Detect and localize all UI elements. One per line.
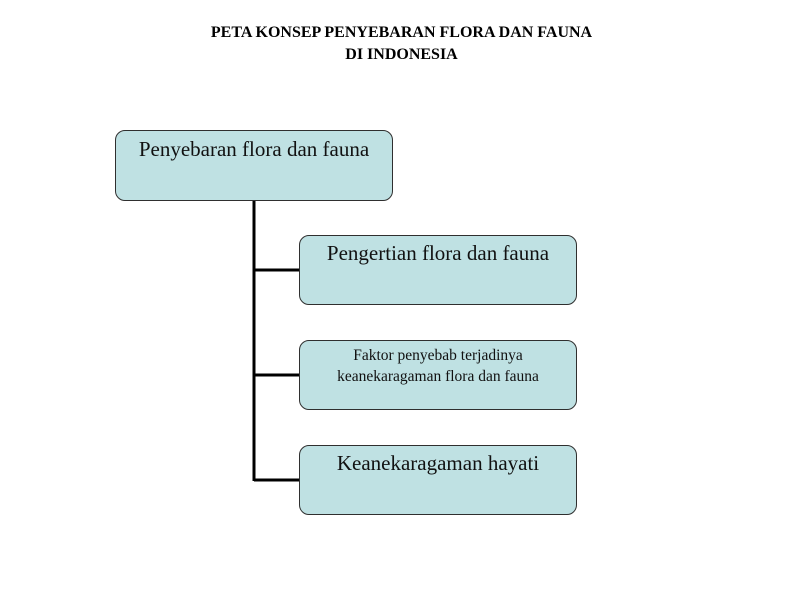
child-node-pengertian (299, 235, 577, 305)
child-node-label: Pengertian flora dan fauna (326, 241, 550, 265)
root-node (115, 130, 393, 201)
child-node-label-line-1: Faktor penyebab terjadinya (353, 347, 523, 364)
title-line-1: PETA KONSEP PENYEBARAN FLORA DAN FAUNA (210, 24, 593, 41)
child-node-label: Keanekaragaman hayati (336, 451, 540, 475)
title-line-2: DI INDONESIA (345, 46, 458, 63)
child-node-label-line-2: keanekaragaman flora dan fauna (337, 368, 539, 385)
root-node-label: Penyebaran flora dan fauna (138, 137, 370, 161)
child-node-faktor (299, 340, 577, 410)
child-node-keanekaragaman (299, 445, 577, 515)
